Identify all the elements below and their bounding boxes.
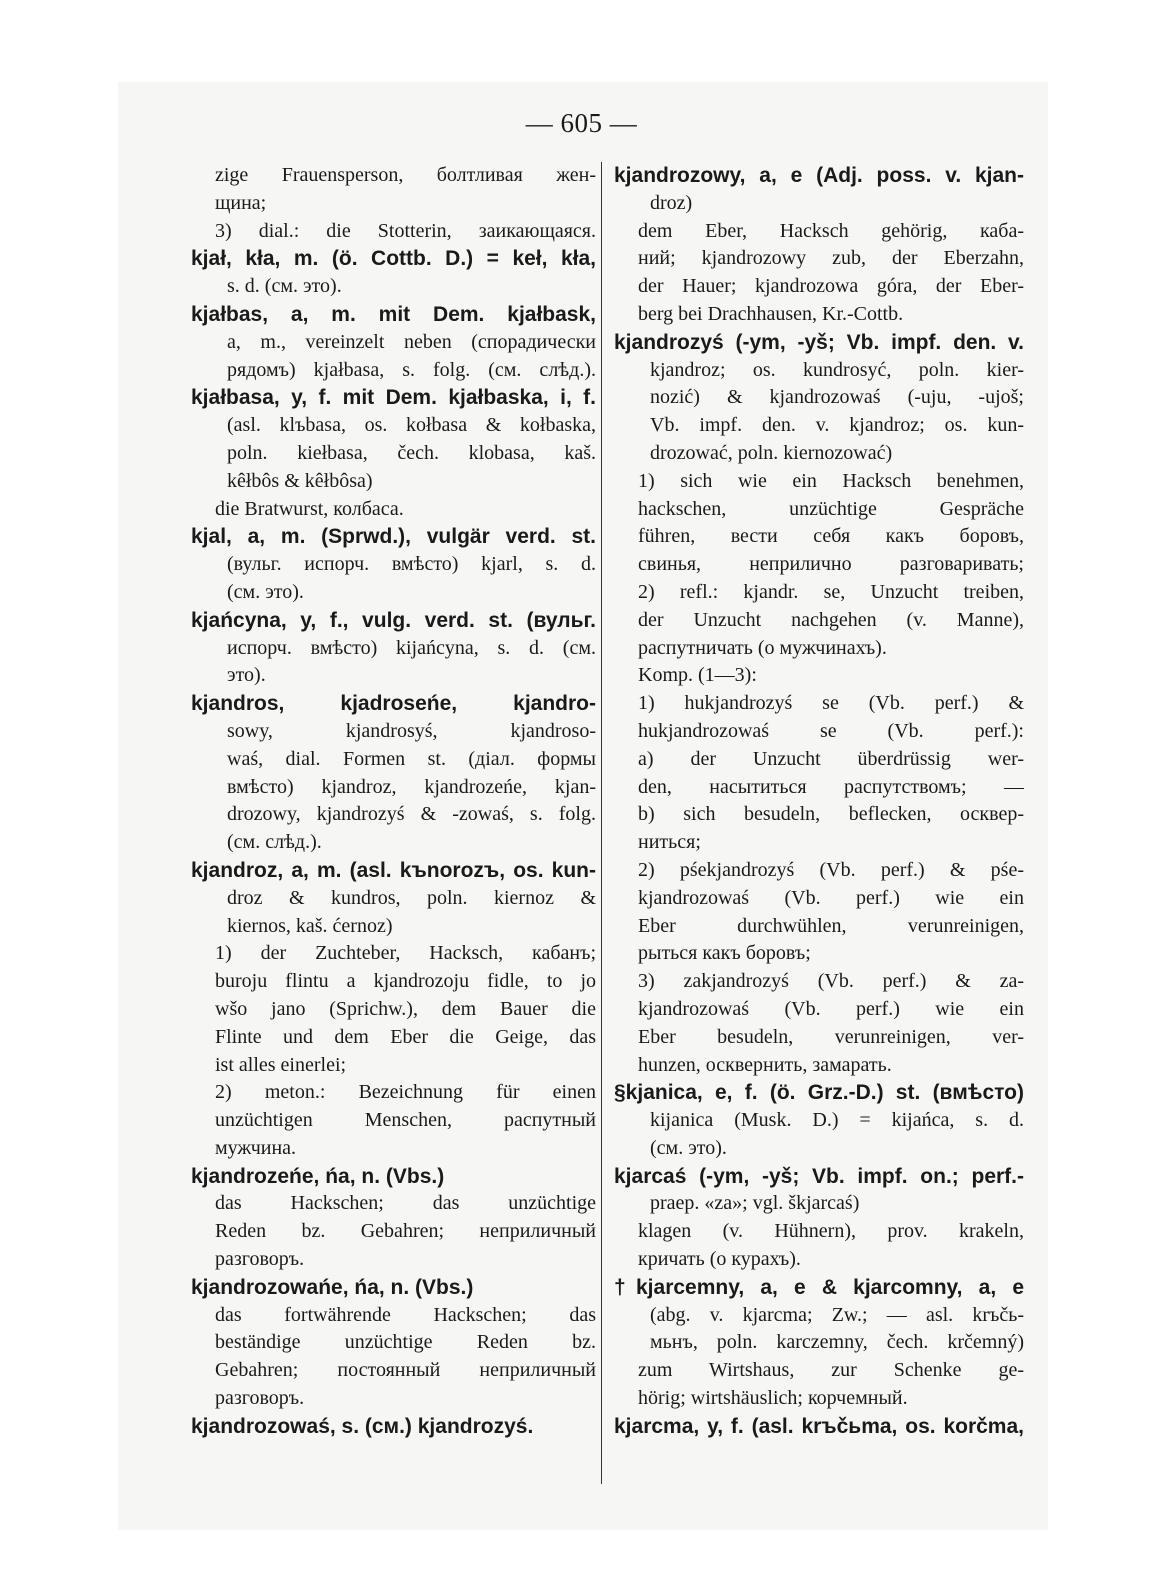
entry-text-line: (см. это). (650, 1136, 727, 1159)
entry-text-line: kiernos, kaš. ćernoz) (227, 914, 393, 937)
entry-text-line: hackschen, unzüchtige Gespräche (638, 497, 1024, 520)
entry-text-line: führen, вести себя какъ боровъ, (638, 525, 1024, 548)
entry-text-line: praep. «za»; vgl. škjarcaś) (650, 1192, 860, 1215)
headword-line: kjandros, kjadroseńe, kjandro- (191, 692, 596, 716)
entry-text-line: der Unzucht nachgehen (v. Manne), (638, 608, 1024, 631)
entry-text-line: hunzen, осквернить, замарать. (638, 1053, 892, 1076)
entry-text-line: 1) sich wie ein Hacksch benehmen, (638, 469, 1024, 492)
column-divider (601, 162, 602, 1484)
headword-line: kjarcaś (-ym, -yš; Vb. impf. on.; perf.- (614, 1164, 1024, 1188)
headword-line: kjandrozowaś, s. (см.) kjandrozyś. (191, 1414, 534, 1438)
headword-line: kjał, kła, m. (ö. Cottb. D.) = keł, kła, (191, 247, 596, 271)
entry-text-line: a) der Unzucht überdrüssig wer- (638, 747, 1024, 770)
entry-text-line: распутничать (о мужчинахъ). (638, 636, 887, 659)
entry-text-line: 2) meton.: Bezeichnung für einen (215, 1081, 596, 1104)
headword-line: kjańcyna, y, f., vulg. verd. st. (вульг. (191, 608, 596, 632)
entry-text-line: рядомъ) kjałbasa, s. folg. (см. слѣд.). (227, 358, 596, 381)
entry-text-line: 1) hukjandrozyś se (Vb. perf.) & (638, 692, 1024, 715)
entry-text-line: sowy, kjandrosyś, kjandroso- (227, 719, 596, 742)
entry-text-line: (abg. v. kjarcma; Zw.; — asl. krъčь- (650, 1303, 1024, 1326)
entry-text-line: Reden bz. Gebahren; неприличный (215, 1220, 596, 1243)
entry-text-line: мужчина. (215, 1136, 297, 1159)
entry-text-line: ist alles einerlei; (215, 1053, 347, 1076)
entry-text-line: kjandroz; os. kundrosyć, poln. kier- (650, 358, 1024, 381)
entry-text-line: das Hackschen; das unzüchtige (215, 1192, 596, 1215)
headword-line: kjałbas, a, m. mit Dem. kjałbask, (191, 302, 596, 326)
entry-text-line: 3) dial.: die Stotterin, заикающаяся. (215, 219, 596, 242)
entry-text-line: Eber durchwühlen, verunreinigen, (638, 914, 1024, 937)
entry-text-line: dem Eber, Hacksch gehörig, каба- (638, 219, 1024, 242)
entry-text-line: вмѣсто) kjandroz, kjandrozeńe, kjan- (227, 775, 596, 798)
entry-text-line: kêłbôs & kêłbôsa) (227, 469, 373, 492)
entry-text-line: рыться какъ боровъ; (638, 942, 811, 965)
headword-line: kjarcma, y, f. (asl. krъčьma, os. korčma, (614, 1414, 1024, 1438)
entry-text-line: 1) der Zuchteber, Hacksch, кабанъ; (215, 942, 596, 965)
entry-text-line: Eber besudeln, verunreinigen, ver- (638, 1025, 1024, 1048)
page-number-header: — 605 — (525, 108, 638, 138)
entry-text-line: испорч. вмѣсто) kijańcyna, s. d. (см. (227, 636, 596, 659)
entry-text-line: (см. слѣд.). (227, 831, 322, 854)
entry-text-line: Vb. impf. den. v. kjandroz; os. kun- (650, 414, 1024, 437)
entry-text-line: poln. kiełbasa, čech. klobasa, kaš. (227, 441, 596, 464)
headword-line: kjandrozowy, a, e (Adj. poss. v. kjan- (614, 164, 1024, 187)
entry-text-line: b) sich besudeln, beflecken, осквер- (638, 803, 1024, 826)
entry-text-line: разговоръ. (215, 1387, 305, 1410)
entry-text-line: ниться; (638, 831, 701, 854)
entry-text-line: drozować, poln. kiernozować) (650, 441, 893, 464)
entry-text-line: kjandrozowaś (Vb. perf.) wie ein (638, 997, 1024, 1020)
entry-text-line: unzüchtigen Menschen, распутный (215, 1109, 596, 1132)
entry-text-line: (вульг. испорч. вмѣсто) kjarl, s. d. (227, 553, 596, 576)
left-column (191, 162, 596, 1441)
entry-text-line: buroju flintu a kjandrozoju fidle, to jo (215, 970, 596, 993)
entry-text-line: berg bei Drachhausen, Kr.-Cottb. (638, 302, 904, 325)
entry-text-line: 2) pśekjandrozyś (Vb. perf.) & pśe- (638, 858, 1024, 881)
entry-text-line: кричать (о курахъ). (638, 1248, 801, 1271)
entry-text-line: das fortwährende Hackschen; das (215, 1303, 596, 1326)
headword-line: kjandrozowańe, ńa, n. (Vbs.) (191, 1275, 474, 1299)
entry-text-line: щина; (215, 191, 267, 214)
entry-text-line: (asl. klъbasa, os. kołbasa & kołbaska, (227, 414, 596, 437)
entry-text-line: den, насытиться распутствомъ; — (638, 775, 1024, 798)
headword-line: kjandrozeńe, ńa, n. (Vbs.) (191, 1164, 445, 1188)
entry-text-line: разговоръ. (215, 1248, 305, 1271)
entry-text-line: zum Wirtshaus, zur Schenke ge- (638, 1359, 1024, 1382)
entry-text-line: 2) refl.: kjandr. se, Unzucht treiben, (638, 580, 1024, 603)
headword-line: §kjanica, e, f. (ö. Grz.-D.) st. (вмѣсто) (614, 1081, 1024, 1105)
entry-text-line: droz) (650, 191, 693, 214)
entry-text-line: drozowy, kjandrozyś & -zowaś, s. folg. (227, 803, 596, 826)
headword-line: kjandrozyś (-ym, -yš; Vb. impf. den. v. (614, 330, 1024, 354)
entry-text-line: droz & kundros, poln. kiernoz & (227, 886, 596, 909)
entry-text-line: мьнъ, poln. karczemny, čech. krčemný) (650, 1331, 1024, 1354)
entry-text-line: свинья, неприлично разговаривать; (638, 553, 1024, 576)
entry-text-line: a, m., vereinzelt neben (спорадически (227, 330, 596, 353)
entry-text-line: kjandrozowaś (Vb. perf.) wie ein (638, 886, 1024, 909)
entry-text-line: hukjandrozowaś se (Vb. perf.): (638, 719, 1024, 742)
entry-text-line: klagen (v. Hühnern), prov. krakeln, (638, 1220, 1024, 1243)
entry-text-line: s. d. (см. это). (227, 275, 342, 298)
entry-text-line: ний; kjandrozowy zub, der Eberzahn, (638, 247, 1024, 270)
entry-text-line: Komp. (1—3): (638, 664, 757, 687)
entry-text-line: kijanica (Musk. D.) = kijańca, s. d. (650, 1109, 1024, 1132)
headword-line: kjandroz, a, m. (asl. kъnorozъ, os. kun- (191, 858, 596, 882)
headword-line: kjal, a, m. (Sprwd.), vulgär verd. st. (191, 525, 596, 549)
entry-text-line: Gebahren; постоянный неприличный (215, 1359, 596, 1382)
entry-text-line: wšo jano (Sprichw.), dem Bauer die (215, 997, 596, 1020)
headword-line: †kjarcemny, a, e & kjarcomny, a, e (614, 1275, 1024, 1299)
entry-text-line: die Bratwurst, колбаса. (215, 497, 404, 520)
entry-text-line: (см. это). (227, 580, 304, 603)
entry-text-line: der Hauer; kjandrozowa góra, der Eber- (638, 275, 1024, 298)
entry-text-line: hörig; wirtshäuslich; корчемный. (638, 1387, 908, 1410)
entry-text-line: Flinte und dem Eber die Geige, das (215, 1025, 596, 1048)
entry-text-line: waś, dial. Formen st. (діал. формы (227, 747, 596, 770)
entry-text-line: это). (227, 664, 266, 687)
headword-line: kjałbasa, y, f. mit Dem. kjałbaska, i, f. (191, 386, 596, 410)
entry-text-line: beständige unzüchtige Reden bz. (215, 1331, 596, 1354)
entry-text-line: 3) zakjandrozyś (Vb. perf.) & za- (638, 970, 1024, 993)
entry-text-line: nozić) & kjandrozowaś (-uju, -ujoš; (650, 386, 1024, 409)
entry-text-line: zige Frauensperson, болтливая жен- (215, 164, 596, 186)
right-column (614, 162, 1024, 1441)
